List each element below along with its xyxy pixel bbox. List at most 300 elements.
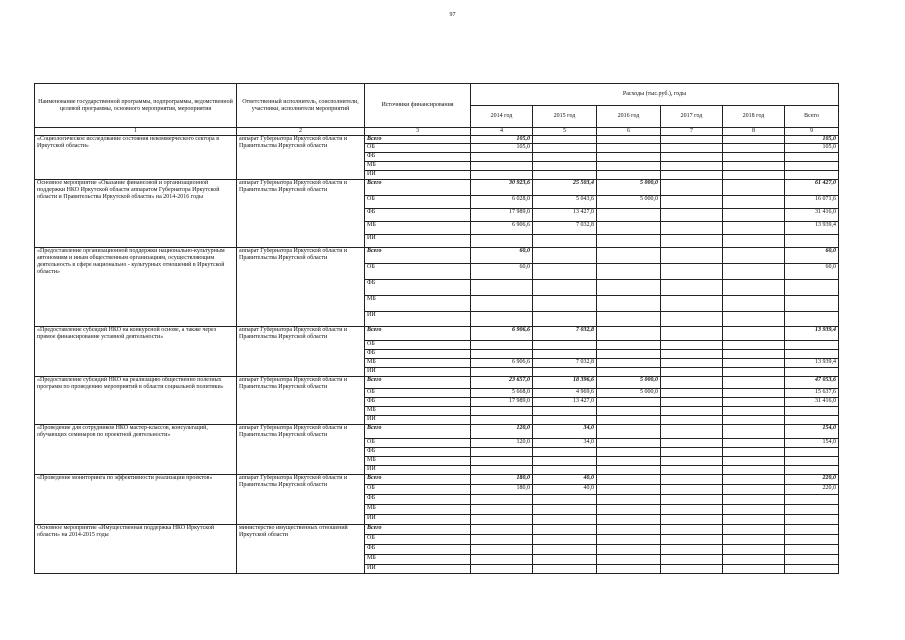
column-index: 8	[723, 128, 785, 136]
column-index: 9	[785, 128, 839, 136]
funding-source: ИИ	[365, 416, 471, 425]
amount-cell	[723, 565, 785, 574]
column-index-row	[35, 128, 839, 136]
amount-cell	[723, 280, 785, 296]
amount-cell	[533, 296, 597, 312]
amount-cell: 7 032,8	[533, 222, 597, 235]
amount-cell: 105,0	[471, 144, 533, 153]
total-cell	[785, 416, 839, 425]
amount-cell	[471, 280, 533, 296]
total-cell: 16 071,6	[785, 196, 839, 209]
funding-source: ОБ	[365, 264, 471, 280]
activity-name: «Проведение мониторинга по эффективности реализации проектов»	[35, 475, 237, 525]
amount-cell	[533, 466, 597, 475]
amount-cell	[471, 312, 533, 327]
funding-source: МБ	[365, 407, 471, 416]
total-cell	[785, 350, 839, 359]
amount-cell: 13 427,0	[533, 209, 597, 222]
executor: министерство имущественных отношений Иркутской области	[237, 525, 365, 574]
column-index: 3	[365, 128, 471, 136]
amount-cell	[661, 466, 723, 475]
amount-cell	[661, 485, 723, 495]
amount-cell	[597, 466, 661, 475]
amount-cell	[471, 368, 533, 377]
amount-cell	[661, 136, 723, 144]
funding-source: ОБ	[365, 485, 471, 495]
amount-cell: 5 668,0	[471, 389, 533, 398]
amount-cell	[661, 545, 723, 555]
amount-cell	[471, 416, 533, 425]
total-cell	[785, 545, 839, 555]
funding-source: ИИ	[365, 565, 471, 574]
amount-cell	[723, 495, 785, 505]
amount-cell	[661, 280, 723, 296]
total-cell: 154,0	[785, 425, 839, 439]
amount-cell: 180,0	[471, 475, 533, 485]
amount-cell	[533, 565, 597, 574]
activity-name: «Проведение для сотрудников НКО мастер-классов, консультаций, обучающих семинаров по проектной деятельности»	[35, 425, 237, 475]
amount-cell	[661, 350, 723, 359]
amount-cell	[471, 162, 533, 171]
amount-cell	[533, 448, 597, 457]
amount-cell: 5 000,0	[597, 180, 661, 196]
executor: аппарат Губернатора Иркутской области и Правительства Иркутской области	[237, 327, 365, 377]
amount-cell	[661, 296, 723, 312]
table-body	[35, 136, 839, 574]
amount-cell	[723, 416, 785, 425]
amount-cell: 120,0	[471, 439, 533, 448]
amount-cell	[597, 545, 661, 555]
header-year: 2018 год	[723, 106, 785, 128]
total-cell	[785, 280, 839, 296]
funding-source: ФБ	[365, 448, 471, 457]
amount-cell	[661, 377, 723, 389]
executor: аппарат Губернатора Иркутской области и Правительства Иркутской области	[237, 248, 365, 327]
funding-source: ИИ	[365, 368, 471, 377]
amount-cell	[723, 136, 785, 144]
activity-name: Основное мероприятие «Оказание финансовой и организационной поддержки НКО Иркутской области аппаратом Губернатора Иркутской области и Правительства Иркутской области» на 2014-2016 годы	[35, 180, 237, 248]
total-cell: 13 939,4	[785, 359, 839, 368]
table-row	[35, 475, 839, 485]
amount-cell	[723, 153, 785, 162]
amount-cell: 6 906,6	[471, 222, 533, 235]
amount-cell	[723, 144, 785, 153]
total-cell: 154,0	[785, 439, 839, 448]
amount-cell	[471, 505, 533, 515]
amount-cell: 60,0	[471, 264, 533, 280]
funding-source: МБ	[365, 162, 471, 171]
amount-cell: 17 989,0	[471, 398, 533, 407]
amount-cell: 34,0	[533, 439, 597, 448]
amount-cell	[661, 171, 723, 180]
amount-cell	[723, 196, 785, 209]
executor: аппарат Губернатора Иркутской области и Правительства Иркутской области	[237, 377, 365, 425]
amount-cell	[471, 555, 533, 565]
amount-cell: 13 427,0	[533, 398, 597, 407]
header-expenses: Расходы (тыс.руб.), годы	[471, 84, 839, 106]
amount-cell: 25 503,4	[533, 180, 597, 196]
amount-cell	[723, 398, 785, 407]
amount-cell	[597, 264, 661, 280]
amount-cell: 5 000,0	[597, 377, 661, 389]
funding-source: Всего	[365, 327, 471, 341]
amount-cell	[723, 312, 785, 327]
amount-cell	[533, 171, 597, 180]
amount-cell	[723, 171, 785, 180]
total-cell	[785, 296, 839, 312]
amount-cell	[723, 448, 785, 457]
amount-cell	[723, 222, 785, 235]
amount-cell	[723, 555, 785, 565]
amount-cell	[723, 180, 785, 196]
column-index: 5	[533, 128, 597, 136]
amount-cell	[597, 535, 661, 545]
amount-cell	[471, 296, 533, 312]
amount-cell: 5 000,0	[597, 389, 661, 398]
amount-cell: 120,0	[471, 425, 533, 439]
amount-cell: 6 906,6	[471, 359, 533, 368]
executor: аппарат Губернатора Иркутской области и Правительства Иркутской области	[237, 425, 365, 475]
total-cell: 61 427,0	[785, 180, 839, 196]
amount-cell	[597, 209, 661, 222]
header-name: Наименование государственной программы, подпрограммы, ведомственной целевой программы, основного мероприятия, мероприятия	[35, 84, 237, 128]
total-cell	[785, 368, 839, 377]
amount-cell	[661, 341, 723, 350]
amount-cell	[597, 475, 661, 485]
header-source: Источники финансирования	[365, 84, 471, 128]
amount-cell: 6 906,6	[471, 327, 533, 341]
amount-cell	[597, 162, 661, 171]
amount-cell	[471, 515, 533, 525]
amount-cell	[597, 515, 661, 525]
amount-cell	[661, 457, 723, 466]
amount-cell	[597, 485, 661, 495]
total-cell	[785, 495, 839, 505]
table-row	[35, 425, 839, 439]
amount-cell	[471, 525, 533, 535]
amount-cell	[597, 280, 661, 296]
total-cell	[785, 162, 839, 171]
total-cell	[785, 407, 839, 416]
amount-cell	[533, 416, 597, 425]
amount-cell	[661, 144, 723, 153]
amount-cell	[661, 180, 723, 196]
amount-cell	[723, 439, 785, 448]
table-row	[35, 377, 839, 389]
amount-cell	[723, 505, 785, 515]
amount-cell	[661, 162, 723, 171]
total-cell: 60,0	[785, 264, 839, 280]
amount-cell	[723, 327, 785, 341]
amount-cell	[723, 350, 785, 359]
total-cell	[785, 505, 839, 515]
amount-cell	[533, 280, 597, 296]
amount-cell	[533, 515, 597, 525]
amount-cell	[661, 505, 723, 515]
amount-cell	[661, 312, 723, 327]
total-cell	[785, 153, 839, 162]
amount-cell: 34,0	[533, 425, 597, 439]
amount-cell	[661, 425, 723, 439]
financing-table	[34, 83, 839, 574]
funding-source: Всего	[365, 475, 471, 485]
executor: аппарат Губернатора Иркутской области и Правительства Иркутской области	[237, 180, 365, 248]
funding-source: ФБ	[365, 545, 471, 555]
amount-cell	[471, 448, 533, 457]
amount-cell	[723, 389, 785, 398]
funding-source: ИИ	[365, 312, 471, 327]
funding-source: Всего	[365, 136, 471, 144]
amount-cell: 180,0	[471, 485, 533, 495]
funding-source: МБ	[365, 505, 471, 515]
total-cell: 105,0	[785, 136, 839, 144]
amount-cell	[723, 162, 785, 171]
activity-name: «Предоставление субсидий НКО на конкурсной основе, а также через прямое финансирование уставной деятельности»	[35, 327, 237, 377]
amount-cell	[533, 264, 597, 280]
amount-cell	[661, 555, 723, 565]
amount-cell	[661, 222, 723, 235]
amount-cell	[661, 359, 723, 368]
amount-cell	[533, 235, 597, 248]
amount-cell	[533, 555, 597, 565]
column-index: 2	[237, 128, 365, 136]
amount-cell	[661, 153, 723, 162]
funding-source: МБ	[365, 359, 471, 368]
amount-cell	[597, 505, 661, 515]
amount-cell	[723, 545, 785, 555]
executor: аппарат Губернатора Иркутской области и Правительства Иркутской области	[237, 136, 365, 180]
amount-cell	[597, 359, 661, 368]
total-cell: 220,0	[785, 485, 839, 495]
amount-cell	[661, 525, 723, 535]
page-number: 97	[449, 12, 456, 18]
amount-cell	[471, 407, 533, 416]
funding-source: Всего	[365, 377, 471, 389]
amount-cell	[723, 457, 785, 466]
amount-cell	[661, 439, 723, 448]
amount-cell	[661, 448, 723, 457]
amount-cell	[661, 495, 723, 505]
amount-cell	[533, 162, 597, 171]
column-index: 1	[35, 128, 237, 136]
amount-cell: 4 969,6	[533, 389, 597, 398]
amount-cell	[597, 222, 661, 235]
amount-cell	[471, 153, 533, 162]
activity-name: «Предоставление субсидий НКО на реализацию общественно полезных программ по проведению мероприятий в области социальной политики»	[35, 377, 237, 425]
funding-source: ИИ	[365, 515, 471, 525]
amount-cell	[723, 377, 785, 389]
funding-source: ОБ	[365, 341, 471, 350]
amount-cell	[723, 209, 785, 222]
amount-cell: 5 043,6	[533, 196, 597, 209]
amount-cell	[723, 535, 785, 545]
funding-source: ОБ	[365, 439, 471, 448]
column-index: 7	[661, 128, 723, 136]
amount-cell	[597, 248, 661, 264]
funding-source: ОБ	[365, 144, 471, 153]
amount-cell	[723, 264, 785, 280]
amount-cell	[597, 457, 661, 466]
amount-cell	[597, 525, 661, 535]
header-year: 2017 год	[661, 106, 723, 128]
funding-source: Всего	[365, 248, 471, 264]
amount-cell: 105,0	[471, 136, 533, 144]
amount-cell	[471, 171, 533, 180]
amount-cell	[661, 515, 723, 525]
funding-source: Всего	[365, 525, 471, 535]
amount-cell	[661, 368, 723, 377]
table-row	[35, 136, 839, 144]
amount-cell	[723, 248, 785, 264]
total-cell	[785, 235, 839, 248]
amount-cell	[597, 555, 661, 565]
column-index: 4	[471, 128, 533, 136]
amount-cell	[661, 416, 723, 425]
activity-name: «Социологическое исследование состояния некоммерческого сектора в Иркутской области»	[35, 136, 237, 180]
amount-cell	[723, 296, 785, 312]
header-year: 2016 год	[597, 106, 661, 128]
table-row	[35, 327, 839, 341]
amount-cell	[597, 495, 661, 505]
amount-cell	[723, 485, 785, 495]
amount-cell: 30 923,6	[471, 180, 533, 196]
amount-cell	[661, 565, 723, 574]
executor: аппарат Губернатора Иркутской области и Правительства Иркутской области	[237, 475, 365, 525]
amount-cell	[723, 407, 785, 416]
total-cell: 31 416,0	[785, 209, 839, 222]
funding-source: Всего	[365, 180, 471, 196]
total-cell	[785, 555, 839, 565]
amount-cell	[597, 416, 661, 425]
amount-cell: 40,0	[533, 475, 597, 485]
amount-cell	[723, 525, 785, 535]
amount-cell	[597, 425, 661, 439]
amount-cell	[661, 235, 723, 248]
total-cell	[785, 565, 839, 574]
amount-cell	[597, 327, 661, 341]
total-cell: 220,0	[785, 475, 839, 485]
amount-cell	[661, 389, 723, 398]
amount-cell	[597, 296, 661, 312]
amount-cell	[533, 407, 597, 416]
funding-source: ФБ	[365, 350, 471, 359]
amount-cell: 40,0	[533, 485, 597, 495]
funding-source: МБ	[365, 222, 471, 235]
amount-cell	[533, 248, 597, 264]
total-cell: 13 939,4	[785, 327, 839, 341]
amount-cell	[723, 425, 785, 439]
amount-cell	[533, 495, 597, 505]
total-cell	[785, 457, 839, 466]
amount-cell	[471, 341, 533, 350]
activity-name: Основное мероприятие «Имущественная поддержка НКО Иркутской области» на 2014-2015 годы	[35, 525, 237, 574]
funding-source: Всего	[365, 425, 471, 439]
amount-cell	[723, 515, 785, 525]
amount-cell	[597, 448, 661, 457]
amount-cell: 17 989,0	[471, 209, 533, 222]
funding-source: ОБ	[365, 535, 471, 545]
table-row	[35, 525, 839, 535]
amount-cell	[597, 439, 661, 448]
total-cell	[785, 466, 839, 475]
column-index: 6	[597, 128, 661, 136]
total-cell	[785, 525, 839, 535]
amount-cell	[597, 565, 661, 574]
amount-cell	[471, 350, 533, 359]
amount-cell: 18 396,6	[533, 377, 597, 389]
amount-cell	[597, 144, 661, 153]
funding-source: ИИ	[365, 235, 471, 248]
amount-cell	[661, 248, 723, 264]
amount-cell	[661, 327, 723, 341]
table-row	[35, 248, 839, 264]
header-year: 2015 год	[533, 106, 597, 128]
amount-cell	[597, 312, 661, 327]
amount-cell: 60,0	[471, 248, 533, 264]
amount-cell	[533, 525, 597, 535]
amount-cell	[533, 153, 597, 162]
funding-source: ОБ	[365, 389, 471, 398]
amount-cell	[661, 407, 723, 416]
amount-cell	[597, 153, 661, 162]
header-executor: Ответственный исполнитель, соисполнители, участники, исполнители мероприятий	[237, 84, 365, 128]
amount-cell	[597, 398, 661, 407]
funding-source: МБ	[365, 296, 471, 312]
amount-cell	[533, 144, 597, 153]
total-cell	[785, 341, 839, 350]
amount-cell	[723, 475, 785, 485]
total-cell: 31 416,0	[785, 398, 839, 407]
amount-cell	[471, 466, 533, 475]
total-cell: 47 053,6	[785, 377, 839, 389]
activity-name: «Предоставление организационной поддержки национально-культурным автономиям и иным общественным организациям, осуществляющим деятельность в сфере национально - культурных отношений в Иркутской области»	[35, 248, 237, 327]
amount-cell	[661, 209, 723, 222]
amount-cell	[723, 368, 785, 377]
amount-cell	[597, 350, 661, 359]
funding-source: МБ	[365, 555, 471, 565]
amount-cell	[661, 535, 723, 545]
amount-cell	[533, 457, 597, 466]
header-total: Всего	[785, 106, 839, 128]
amount-cell	[661, 264, 723, 280]
amount-cell	[661, 398, 723, 407]
amount-cell	[471, 457, 533, 466]
amount-cell	[471, 495, 533, 505]
amount-cell	[597, 136, 661, 144]
amount-cell	[723, 466, 785, 475]
funding-source: МБ	[365, 457, 471, 466]
amount-cell	[533, 368, 597, 377]
amount-cell	[533, 545, 597, 555]
funding-source: ФБ	[365, 398, 471, 407]
amount-cell	[723, 235, 785, 248]
table-row	[35, 180, 839, 196]
amount-cell	[471, 535, 533, 545]
funding-source: ОБ	[365, 196, 471, 209]
total-cell	[785, 515, 839, 525]
amount-cell	[597, 341, 661, 350]
amount-cell	[661, 475, 723, 485]
amount-cell	[533, 341, 597, 350]
amount-cell	[533, 535, 597, 545]
amount-cell	[597, 368, 661, 377]
amount-cell	[471, 235, 533, 248]
amount-cell	[597, 171, 661, 180]
funding-source: ИИ	[365, 171, 471, 180]
total-cell: 105,0	[785, 144, 839, 153]
amount-cell	[723, 341, 785, 350]
total-cell: 13 939,4	[785, 222, 839, 235]
